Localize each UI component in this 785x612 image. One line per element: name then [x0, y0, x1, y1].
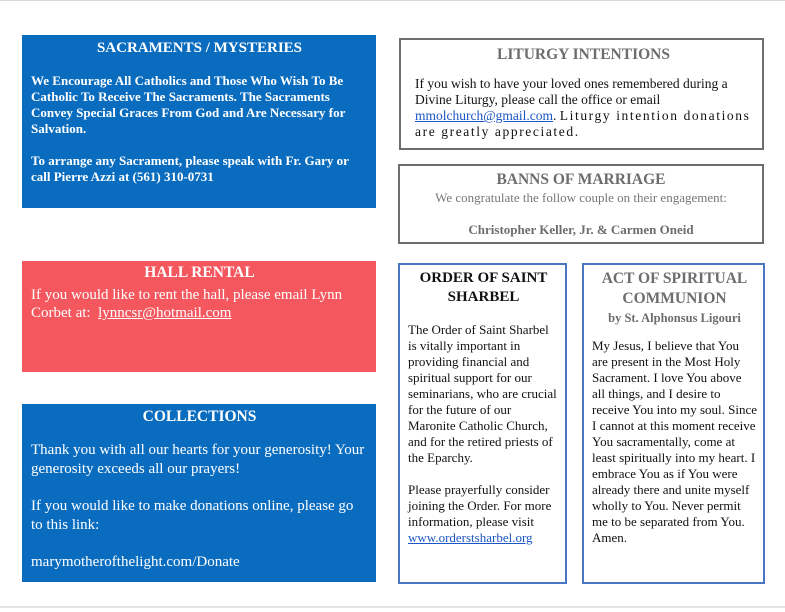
liturgy-text-after: Liturgy intention donations are greatly appreciated.	[415, 108, 751, 139]
sacraments-arrange: To arrange any Sacrament, please speak with Fr. Gary or call Pierre Azzi at (561) 310-0731	[31, 153, 349, 184]
sharbel-invite-text: Please prayerfully consider joining the Order. For more information, please visit	[408, 482, 552, 529]
top-rule	[0, 0, 785, 1]
hall-rental-box	[22, 261, 376, 372]
collections-thanks: Thank you with all our hearts for your generosity! Your generosity exceeds all our prayers!	[31, 442, 365, 477]
banns-title: BANNS OF MARRIAGE	[496, 171, 666, 188]
sharbel-body: The Order of Saint Sharbel is vitally important in providing financial and spiritual support for our seminarians, who are crucial for the future of our Maronite Catholic Church, and for the retired priests of the Eparchy.	[408, 322, 557, 465]
liturgy-email-link[interactable]: mmolchurch@gmail.com	[415, 108, 554, 123]
sharbel-invite	[408, 482, 559, 546]
liturgy-text-before: If you wish to have your loved ones remembered during a Divine Liturgy, please call the office or email	[415, 76, 728, 107]
collections-box	[22, 404, 376, 582]
sacraments-box	[22, 35, 376, 208]
hall-email-link[interactable]: lynncsr@hotmail.com	[98, 305, 232, 321]
banns-couple: Christopher Keller, Jr. & Carmen Oneid	[468, 222, 694, 237]
liturgy-title: LITURGY INTENTIONS	[497, 46, 670, 63]
order-of-saint-sharbel-box	[398, 263, 567, 584]
hall-text-body: If you would like to rent the hall, please email Lynn Corbet at:	[31, 287, 343, 321]
spiritual-communion-box	[582, 263, 765, 584]
liturgy-text	[415, 76, 752, 140]
collections-online: If you would like to make donations online, please go to this link:	[31, 498, 354, 533]
banns-of-marriage-box	[398, 164, 764, 244]
sharbel-title: ORDER OF SAINT SHARBEL	[419, 270, 548, 305]
liturgy-period: .	[553, 108, 557, 123]
communion-prayer: My Jesus, I believe that You are present in the Most Holy Sacrament. I love You above all things, and I desire to receive You into my soul. Since I cannot at this moment receive You sacramentally, come at least spiritually into my heart. I embrace You as if You were already there and unite myself wholly to You. Never permit me to be separated from You. Amen.	[592, 338, 758, 545]
hall-text	[31, 286, 368, 322]
sharbel-link[interactable]: www.orderstsharbel.org	[408, 530, 533, 545]
communion-title: ACT OF SPIRITUAL COMMUNION	[601, 270, 748, 307]
sacraments-title: SACRAMENTS / MYSTERIES	[96, 40, 303, 56]
liturgy-intentions-box	[399, 38, 764, 150]
banns-intro: We congratulate the follow couple on their engagement:	[435, 190, 727, 205]
communion-author: by St. Alphonsus Ligouri	[608, 311, 741, 325]
collections-donate-link[interactable]: marymotherofthelight.com/Donate	[31, 554, 240, 570]
hall-title: HALL RENTAL	[144, 264, 255, 281]
collections-title: COLLECTIONS	[142, 408, 257, 425]
bottom-rule	[0, 606, 785, 608]
sacraments-body: We Encourage All Catholics and Those Who Wish To Be Catholic To Receive The Sacraments. The Sacraments Convey Special Graces From God and Are Necessary for Salvation.	[31, 73, 346, 136]
